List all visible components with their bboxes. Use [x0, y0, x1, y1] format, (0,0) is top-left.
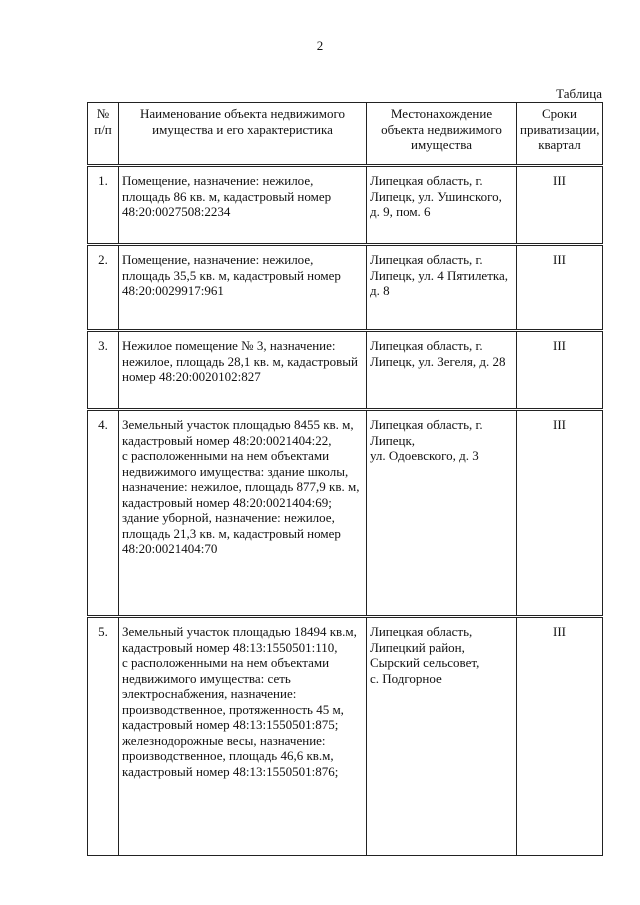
- table-row: [88, 410, 603, 617]
- row-period: III: [517, 245, 603, 331]
- table-header-row: [88, 103, 603, 166]
- row-number: 5.: [88, 617, 119, 856]
- row-name: Помещение, назначение: нежилое, площадь 86 кв. м, кадастровый номер 48:20:0027508:2234: [119, 166, 367, 245]
- table-caption: Таблица: [556, 86, 602, 101]
- row-name: Земельный участок площадью 8455 кв. м, кадастровый номер 48:20:0021404:22, с расположенными на нем объектами недвижимого имущества: здание школы, назначение: нежилое, площадь 877,9 кв. м, кадастровый номер 48:20:0021404:69; здание уборной, назначение: нежилое, площадь 21,3 кв. м, кадастровый номер 48:20:0021404:70: [119, 410, 367, 617]
- property-table: [87, 102, 603, 856]
- row-location: Липецкая область, Липецкий район, Сырский сельсовет, с. Подгорное: [367, 617, 517, 856]
- header-number: № п/п: [88, 103, 119, 166]
- table-row: [88, 166, 603, 245]
- row-period: III: [517, 331, 603, 410]
- row-number: 3.: [88, 331, 119, 410]
- page-number: 2: [316, 38, 324, 53]
- row-location: Липецкая область, г. Липецк, ул. Ушинского, д. 9, пом. 6: [367, 166, 517, 245]
- row-number: 1.: [88, 166, 119, 245]
- row-location: Липецкая область, г. Липецк, ул. Зегеля, д. 28: [367, 331, 517, 410]
- table-row: [88, 245, 603, 331]
- row-name: Помещение, назначение: нежилое, площадь 35,5 кв. м, кадастровый номер 48:20:0029917:961: [119, 245, 367, 331]
- header-period: Сроки приватизации, квартал: [517, 103, 603, 166]
- row-name: Нежилое помещение № 3, назначение: нежилое, площадь 28,1 кв. м, кадастровый номер 48:20:0020102:827: [119, 331, 367, 410]
- row-period: III: [517, 410, 603, 617]
- header-name: Наименование объекта недвижимого имущества и его характеристика: [119, 103, 367, 166]
- row-number: 2.: [88, 245, 119, 331]
- table-row: [88, 617, 603, 856]
- header-location: Местонахождение объекта недвижимого имущества: [367, 103, 517, 166]
- row-location: Липецкая область, г. Липецк, ул. 4 Пятилетка, д. 8: [367, 245, 517, 331]
- row-period: III: [517, 166, 603, 245]
- row-number: 4.: [88, 410, 119, 617]
- row-location: Липецкая область, г. Липецк, ул. Одоевского, д. 3: [367, 410, 517, 617]
- table-row: [88, 331, 603, 410]
- row-name: Земельный участок площадью 18494 кв.м, кадастровый номер 48:13:1550501:110, с расположенными на нем объектами недвижимого имущества: сеть электроснабжения, назначение: производственное, протяженность 45 м, кадастровый номер 48:13:1550501:875; железнодорожные весы, назначение: производственное, площадь 46,6 кв.м, кадастровый номер 48:13:1550501:876;: [119, 617, 367, 856]
- row-period: III: [517, 617, 603, 856]
